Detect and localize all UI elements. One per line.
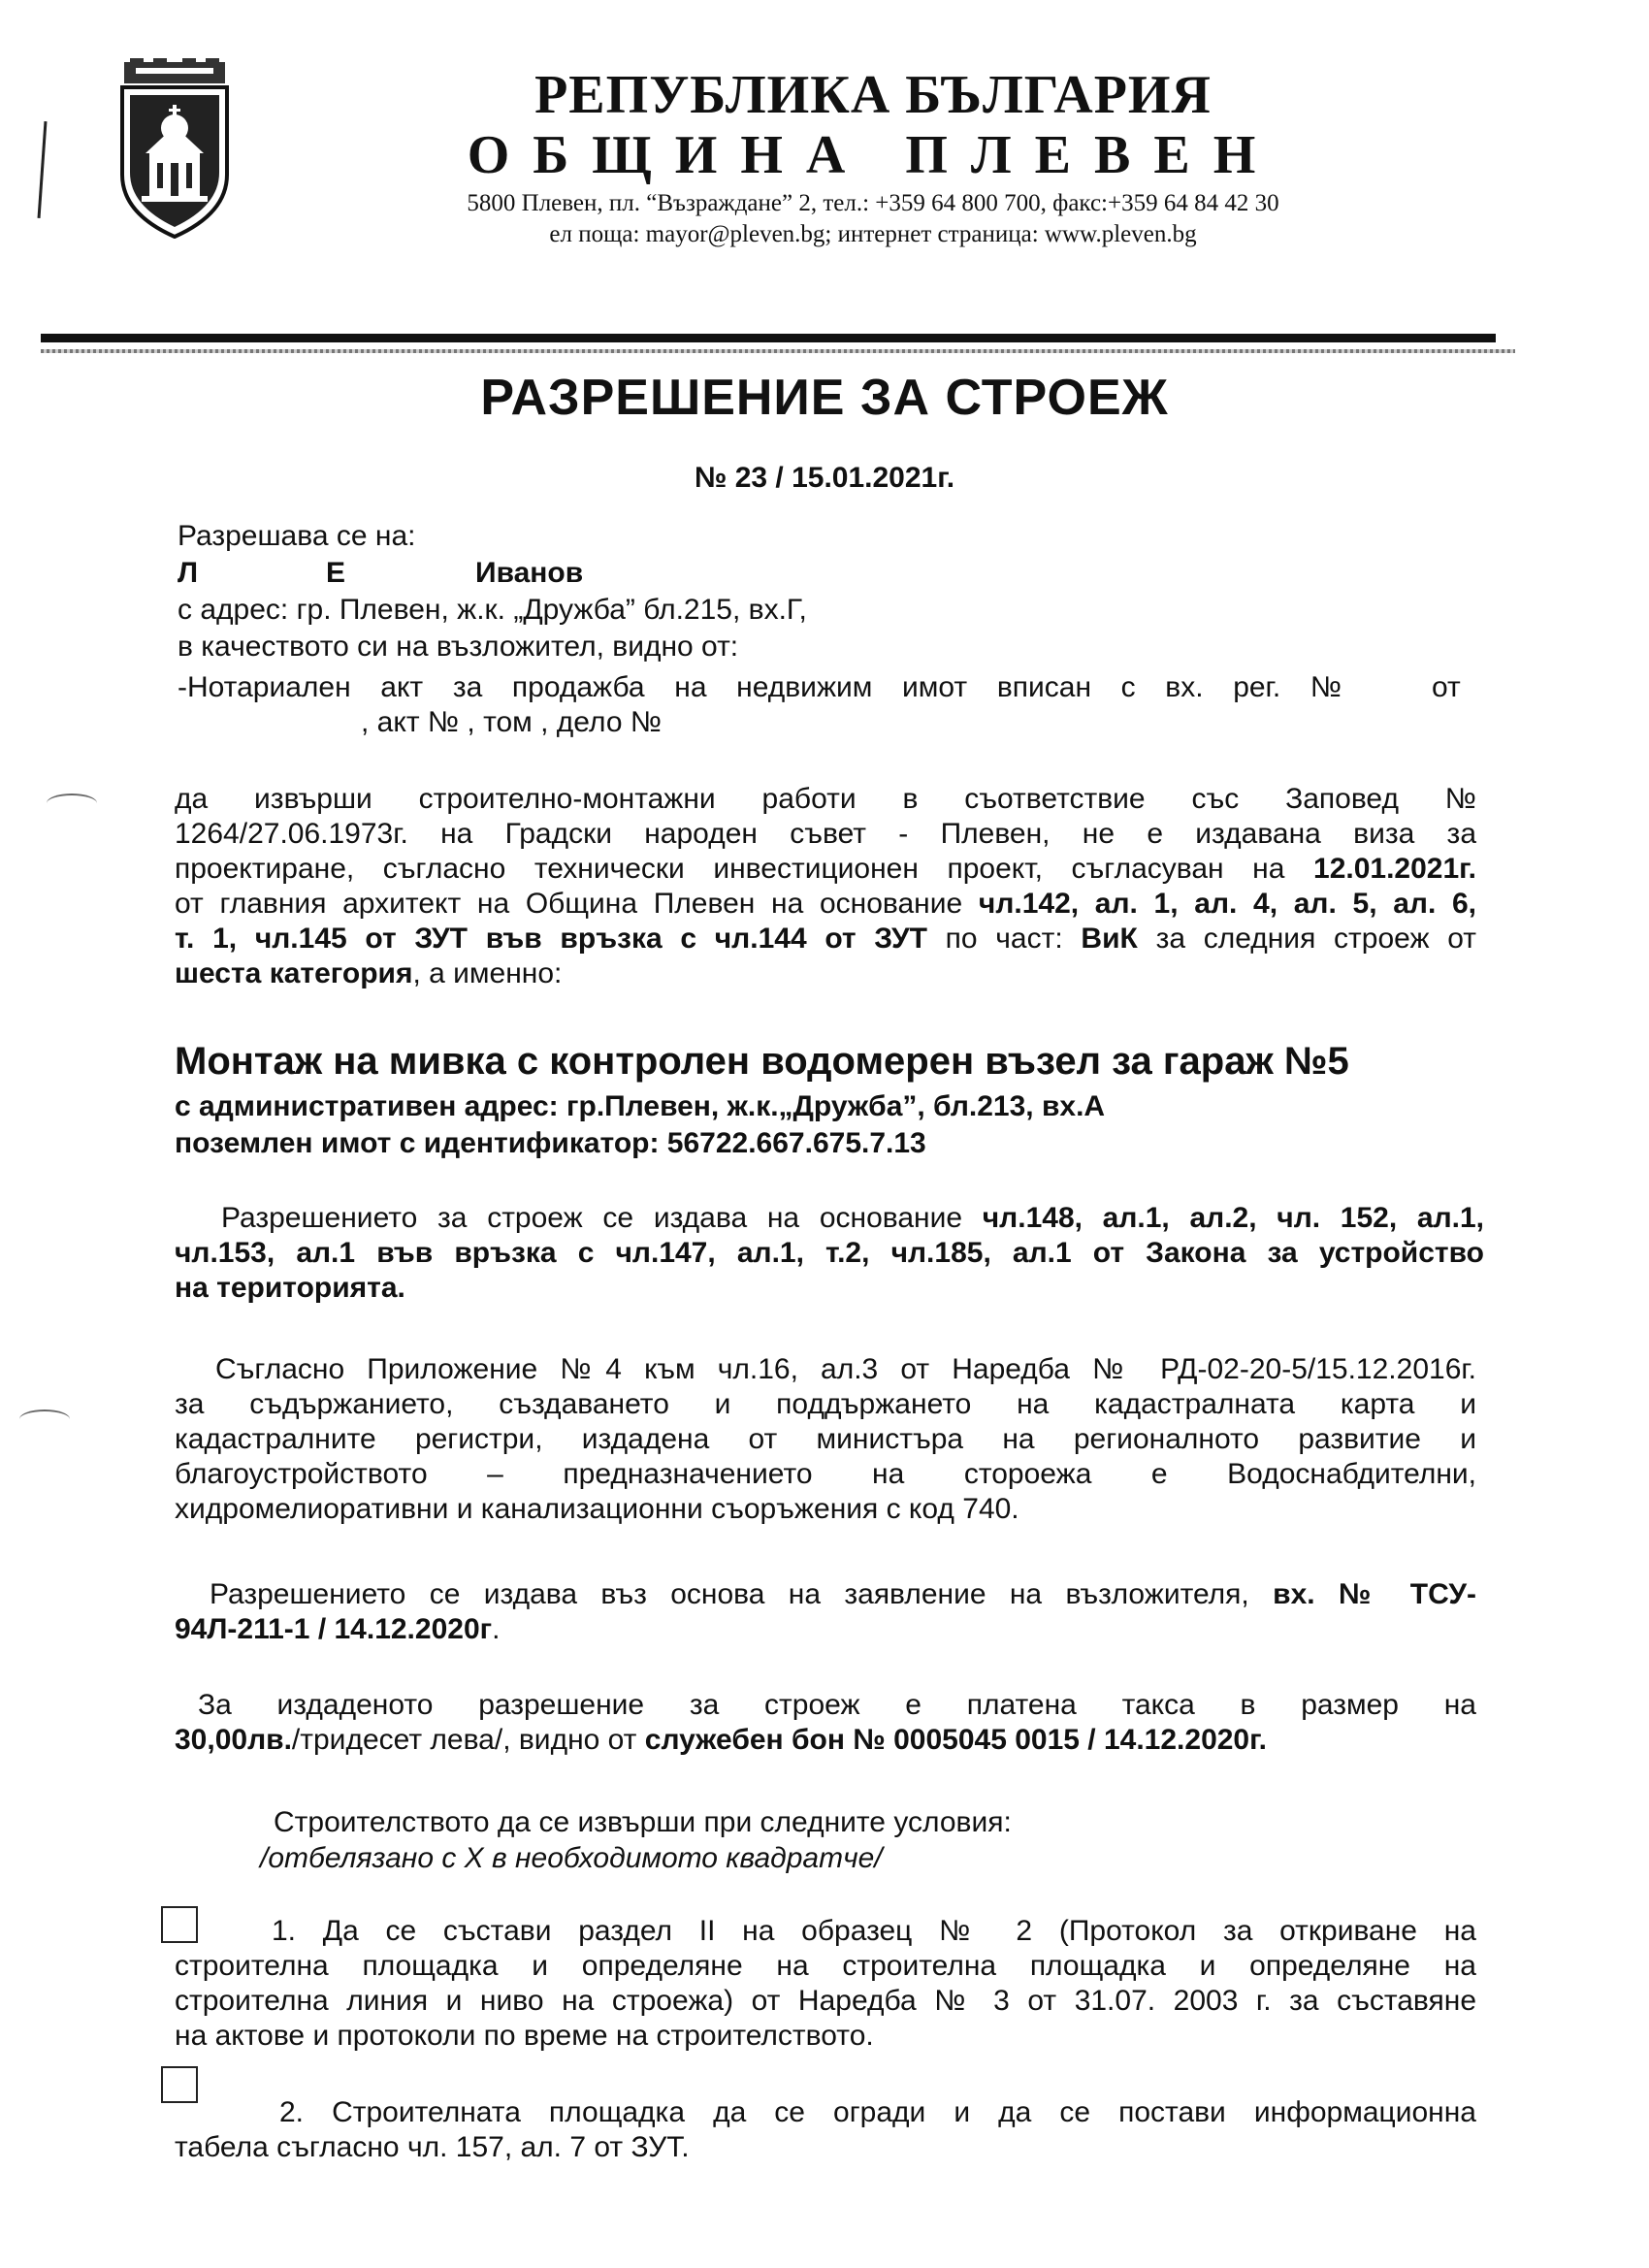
scan-punch-mark: [47, 794, 97, 813]
legal-basis-line-1: Разрешението за строеж се издава на основание чл.148, ал.1, ал.2, чл. 152, ал.1,: [221, 1202, 1484, 1234]
project-title: Монтаж на мивка с контролен водомерен възел за гараж №5: [175, 1040, 1349, 1083]
fee-line-2: 30,00лв./тридесет лева/, видно от служебен бон № 0005045 0015 / 14.12.2020г.: [175, 1724, 1267, 1756]
condition-1-line-3: строителна линия и ниво на строежа) от Наредба № 3 от 31.07. 2003 г. за съставяне: [175, 1985, 1476, 2017]
works-line-5: т. 1, чл.145 от ЗУТ във връзка с чл.144 от ЗУТ по част: ВиК за следния строеж от: [175, 923, 1477, 955]
contact-address: 5800 Плевен, пл. “Възраждане” 2, тел.: +359 64 800 700, факс:+359 64 84 42 30: [467, 190, 1279, 216]
classification-line-5: хидромелиоративни и канализационни съоръжения с код 740.: [175, 1493, 1019, 1525]
classification-line-1: Съгласно Приложение №4 към чл.16, ал.3 от Наредба № РД-02-20-5/15.12.2016г.: [215, 1353, 1476, 1385]
deed-line-1-tail: от: [1432, 671, 1461, 703]
document-number: № 23 / 15.01.2021г.: [694, 462, 955, 494]
works-line-6: шеста категория, а именно:: [175, 957, 563, 989]
deed-line-1: -Нотариален акт за продажба на недвижим имот вписан с вх. рег. №: [178, 671, 1342, 703]
recipient-intro: Разрешава се на:: [178, 520, 416, 552]
application-line-1: Разрешението се издава въз основа на заявление на възложителя, вх. № ТСУ-: [210, 1578, 1476, 1610]
condition-2-line-2: табела съгласно чл. 157, ал. 7 от ЗУТ.: [175, 2131, 690, 2163]
application-line-2: 94Л-211-1 / 14.12.2020г.: [175, 1613, 501, 1645]
project-parcel: поземлен имот с идентификатор: 56722.667.675.7.13: [175, 1127, 926, 1159]
legal-basis-paragraph: [175, 1201, 1484, 1306]
project-address: с административен адрес: гр.Плевен, ж.к.„Дружба”, бл.213, вх.А: [175, 1090, 1106, 1122]
fee-line-1: За издаденото разрешение за строеж е платена такса в размер на: [198, 1689, 1476, 1721]
classification-line-4: благоустройството – предназначението на стороежа е Водоснабдителни,: [175, 1458, 1476, 1490]
country-name: РЕПУБЛИКА БЪЛГАРИЯ: [534, 65, 1212, 125]
works-line-4: от главния архитект на Община Плевен на основание чл.142, ал. 1, ал. 4, ал. 5, ал. 6,: [175, 888, 1476, 920]
deed-line-2: , акт № , том , дело №: [361, 706, 663, 738]
document-title: РАЗРЕШЕНИЕ ЗА СТРОЕЖ: [480, 370, 1169, 426]
classification-line-3: кадастралните регистри, издадена от министъра на регионалното развитие и: [175, 1423, 1476, 1455]
margin-mark: [38, 121, 48, 218]
condition-1: [175, 1914, 1476, 2054]
condition-1-line-1: 1. Да се състави раздел II на образец № 2 (Протокол за откриване на: [272, 1915, 1476, 1947]
recipient-capacity: в качеството си на възложител, видно от:: [178, 631, 739, 663]
header-rule-thin: [41, 349, 1515, 353]
pleven-coat-of-arms-icon: [116, 58, 233, 239]
condition-1-line-2: строителна площадка и определяне на строителна площадка и определяне на: [175, 1950, 1476, 1982]
fee-paragraph: [175, 1688, 1476, 1758]
condition-1-line-4: на актове и протоколи по време на строителството.: [175, 2020, 874, 2052]
conditions-note: /отбелязано с Х в необходимото квадратче/: [260, 1842, 883, 1874]
legal-basis-line-2: чл.153, ал.1 във връзка с чл.147, ал.1, т.2, чл.185, ал.1 от Закона за устройство: [175, 1237, 1484, 1269]
works-line-2: 1264/27.06.1973г. на Градски народен съвет - Плевен, не е издавана виза за: [175, 818, 1476, 850]
condition-2: [175, 2095, 1476, 2165]
condition-2-line-1: 2. Строителната площадка да се огради и да се постави информационна: [279, 2096, 1476, 2128]
classification-line-2: за съдържанието, създаването и поддържането на кадастралната карта и: [175, 1388, 1476, 1420]
scan-punch-mark: [19, 1409, 70, 1429]
classification-paragraph: [175, 1352, 1476, 1527]
conditions-intro: Строителството да се извърши при следните условия:: [274, 1806, 1012, 1838]
recipient-initial-1: Л: [178, 557, 199, 589]
header-rule-thick: [41, 334, 1496, 342]
contact-email-web: ел поща: mayor@pleven.bg; интернет страница: www.pleven.bg: [549, 221, 1197, 247]
recipient-surname: Иванов: [475, 557, 584, 589]
recipient-initial-2: Е: [326, 557, 346, 589]
legal-basis-line-3: на територията.: [175, 1272, 405, 1304]
application-paragraph: [175, 1577, 1476, 1647]
works-paragraph: [175, 782, 1476, 991]
works-line-3: проектиране, съгласно технически инвестиционен проект, съгласуван на 12.01.2021г.: [175, 853, 1476, 885]
municipality-name: ОБЩИНА ПЛЕВЕН: [467, 125, 1279, 185]
recipient-address: с адрес: гр. Плевен, ж.к. „Дружба” бл.215, вх.Г,: [178, 594, 807, 626]
works-line-1: да извърши строително-монтажни работи в съответствие със Заповед №: [175, 783, 1476, 815]
